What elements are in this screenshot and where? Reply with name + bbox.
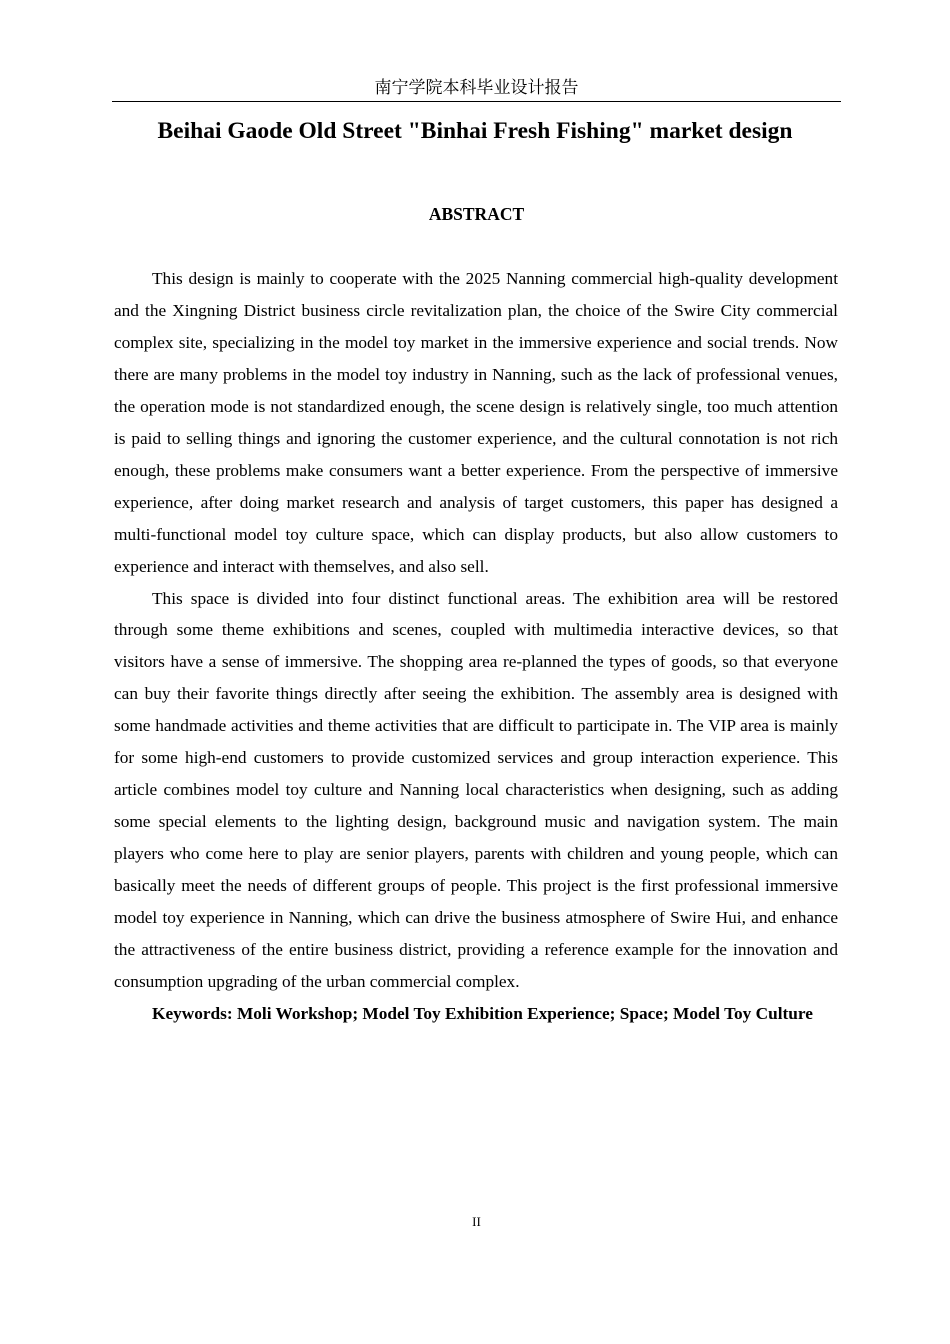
- document-title: Beihai Gaode Old Street "Binhai Fresh Fishing" market design: [157, 118, 793, 144]
- abstract-paragraph-1: This design is mainly to cooperate with the 2025 Nanning commercial high-quality development and the Xingning District business circle revitalization plan, the choice of the Swire City commercial complex site, specializing in the model toy market in the immersive experience and social trends. Now there are many problems in the model toy industry in Nanning, such as the lack of professional venues, the operation mode is not standardized enough, the scene design is relatively single, too much attention is paid to selling things and ignoring the customer experience, and the cultural connotation is not rich enough, these problems make consumers want a better experience. From the perspective of immersive experience, after doing market research and analysis of target customers, this paper has designed a multi-functional model toy culture space, which can display products, but also allow customers to experience and interact with themselves, and also sell.: [114, 269, 838, 576]
- abstract-body: [114, 263, 838, 1030]
- abstract-paragraph-2: This space is divided into four distinct functional areas. The exhibition area will be restored through some theme exhibitions and scenes, coupled with multimedia interactive devices, so that visitors have a sense of immersive. The shopping area re-planned the types of goods, so that everyone can buy their favorite things directly after seeing the exhibition. The assembly area is designed with some handmade activities and theme activities that are difficult to participate in. The VIP area is mainly for some high-end customers to provide customized services and group interaction experience. This article combines model toy culture and Nanning local characteristics when designing, such as adding some special elements to the lighting design, background music and navigation system. The main players who come here to play are senior players, parents with children and young people, which can basically meet the needs of different groups of people. This project is the first professional immersive model toy experience in Nanning, which can drive the business atmosphere of Swire Hui, and enhance the attractiveness of the entire business district, providing a reference example for the innovation and consumption upgrading of the urban commercial complex.: [114, 588, 838, 991]
- keywords: Keywords: Moli Workshop; Model Toy Exhibition Experience; Space; Model Toy Culture: [152, 1003, 813, 1023]
- running-header: 南宁学院本科毕业设计报告: [374, 78, 579, 98]
- page-number: II: [472, 1214, 481, 1229]
- abstract-heading: ABSTRACT: [428, 204, 525, 224]
- header-rule: [112, 101, 841, 102]
